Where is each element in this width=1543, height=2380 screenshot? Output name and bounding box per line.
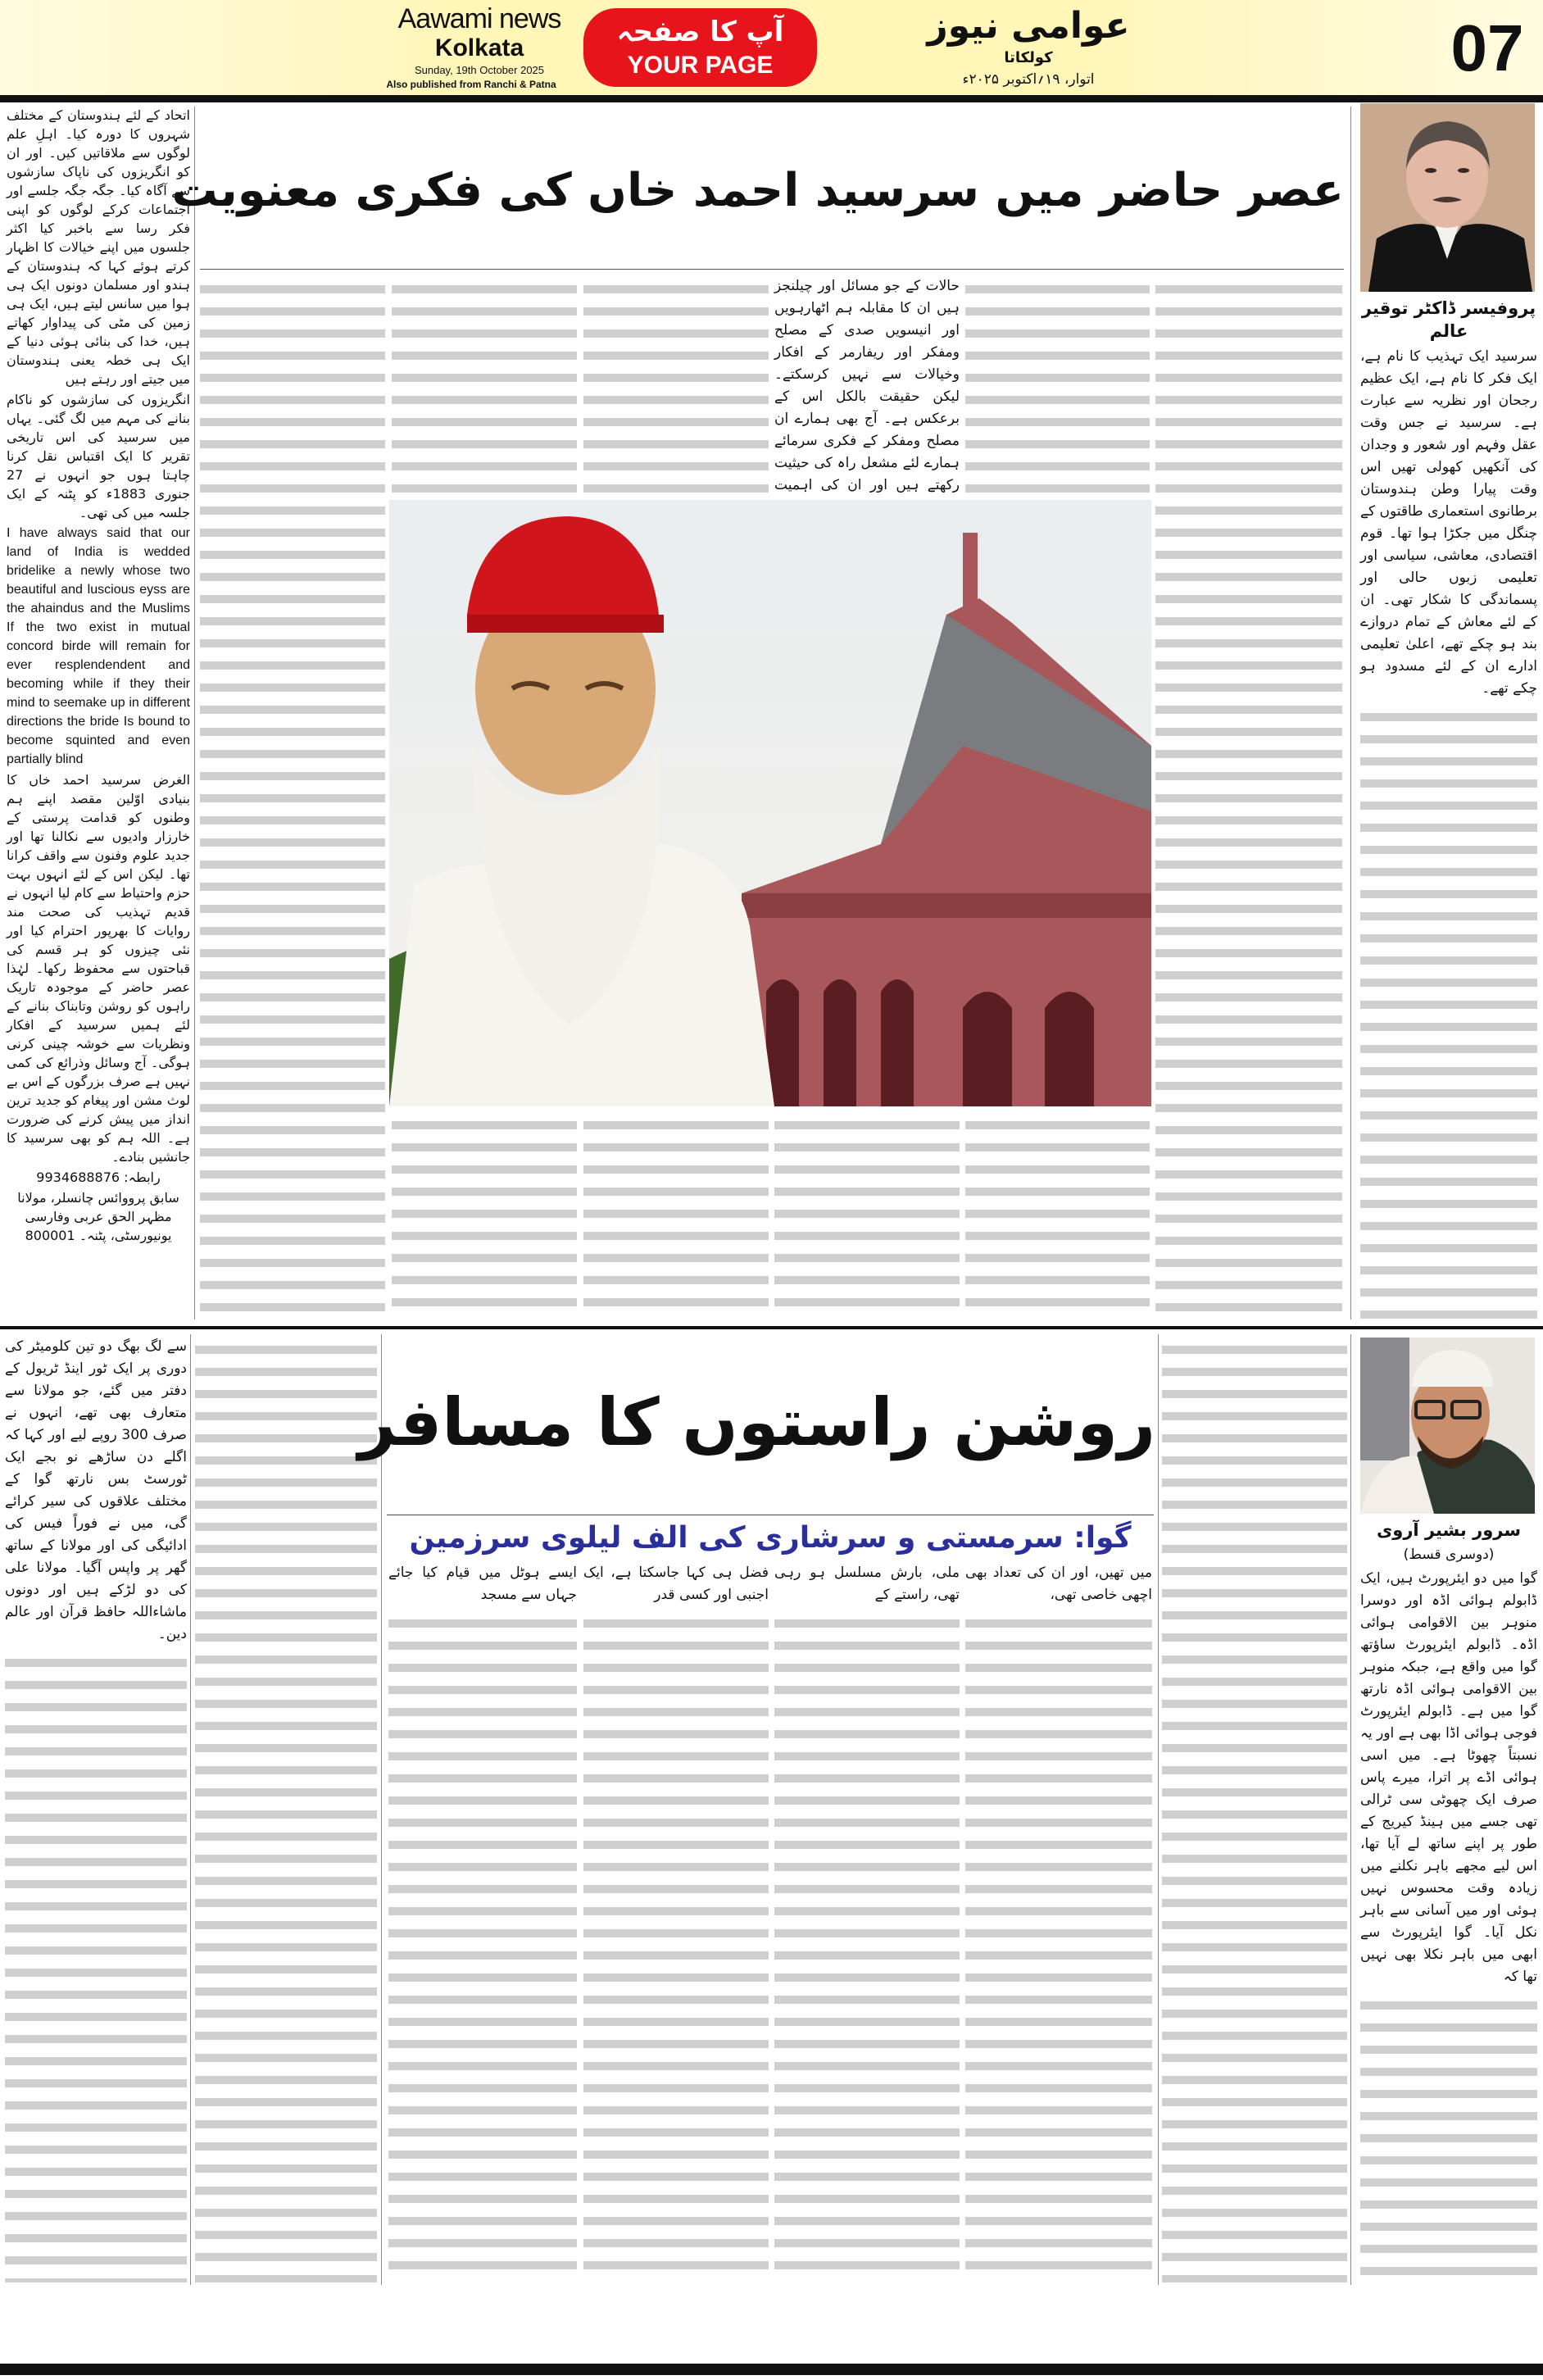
sir-syed-photo <box>389 500 1151 1106</box>
illegible-text <box>1155 279 1342 1319</box>
article1-right-side <box>1360 103 1537 1319</box>
article2-subheadline: گوا: سرمستی و سرشاری کی الف لیلوی سرزمین <box>409 1521 1132 1555</box>
illegible-text <box>965 279 1150 495</box>
article1-column <box>392 275 577 495</box>
illegible-text <box>965 1115 1150 1319</box>
article2-column <box>965 1562 1152 2283</box>
article1-author: پروفیسر ڈاکٹر توقیر عالم <box>1361 298 1536 341</box>
illegible-text <box>392 1115 577 1319</box>
installment-label: (دوسری قسط) <box>1403 1547 1495 1563</box>
article2-right-side <box>1360 1338 1537 2283</box>
masthead-rule <box>0 95 1543 102</box>
page-number: 07 <box>1450 11 1524 84</box>
article1-column <box>965 1111 1150 1319</box>
also-published: Also published from Ranchi & Patna <box>386 79 556 90</box>
column-divider <box>194 107 195 1319</box>
author2-portrait-image <box>1360 1338 1535 1514</box>
author-portrait-image <box>1360 103 1535 292</box>
article2-column <box>388 1562 577 2283</box>
article1-column <box>1155 275 1342 1319</box>
article1-column <box>200 275 385 1319</box>
illegible-text <box>195 1339 377 2282</box>
article2-tour-text: سے لگ بھگ دو تین کلومیٹر کی دوری پر ایک ٹور اینڈ ٹریول کے دفتر میں گئے، جو مولانا سے متعارف بھی تھے، انہوں نے صرف 300 روپے لیے اور کہا کہ اگلے دن ساڑھے نو بجے ایک ٹورسٹ بس نارتھ گوا کے مختلف علاقوں کی سیر کرائے گی، میں نے فوراً فیس کی ادائیگی کی اور مولانا کے ساتھ گھر پر واپس آگیا۔ مولانا علی کی دو لڑکے ہیں اور دونوں ماشاءاللہ حافظ قرآن اور عالم دین۔ <box>5 1338 187 1642</box>
illegible-text <box>392 279 577 495</box>
illegible-text <box>1360 706 1537 1319</box>
article1-left-column <box>7 106 190 1323</box>
illegible-text <box>388 1613 577 2283</box>
edition-date: Sunday, 19th October 2025 <box>414 64 545 76</box>
article1-challenges-text: حالات کے جو مسائل اور چیلنجز ہیں ان کا مقابلہ ہم اٹھارہویں اور انیسویں صدی کے مصلح ومفکر اور ریفارمر کے افکار وخیالات سے نہیں کرسکتے۔ لیکن حقیقت بالکل اس کے برعکس ہے۔ آج بھی ہمارے ان مصلح ومفکر کے فکری سرمائے ہمارے لئے مشعل راہ کی حیثیت رکھتے ہیں اور ان کی اہمیت <box>774 278 960 493</box>
english-quote: I have always said that our land of India is wedded bridelike a newly whose two beautiful and luscious eyss are the ahaindus and the Muslims If the two exist in mutual concord birde will remain for ever resplendendent and becoming while if they their mind to seemake up in different directions the bride Is bound to become squinted and even partially blind <box>7 526 190 766</box>
badge-english-label: YOUR PAGE <box>627 52 774 79</box>
article2-right-column <box>1360 1568 1537 2283</box>
headline-rule <box>200 269 1344 270</box>
contact-number: رابطہ: 9934688876 <box>36 1170 161 1185</box>
column-divider <box>1350 1334 1351 2285</box>
english-paper-name: Aawami news <box>397 3 561 34</box>
badge-urdu-label: آپ کا صفحہ <box>616 16 784 48</box>
illegible-text <box>200 279 385 1319</box>
author-photo <box>1360 1338 1535 1514</box>
article2-column-text: فضل ہی کہا جاسکتا ہے، ایک اجنبی اور کسی قدر <box>583 1565 769 1603</box>
article1-speech-text: انگریزوں کی سازشوں کو ناکام بنانے کی مہم میں لگ گئی۔ یہاں میں سرسید کی اس تاریخی تقریر کا ایک اقتباس نقل کرنا چاہتا ہوں جو انہوں نے 27 جنوری 1883ء کو پٹنہ کے ایک جلسہ میں کی تھی۔ <box>7 392 190 520</box>
urdu-edition-city: کولکاتا <box>1004 49 1053 66</box>
illegible-text <box>583 279 769 495</box>
author-designation: سابق پرووائس چانسلر، مولانا مظہر الحق عربی وفارسی یونیورسٹی، پٹنہ۔ 800001 <box>17 1190 179 1243</box>
column-divider <box>190 1334 191 2285</box>
article1-conclusion: الغرض سرسید احمد خاں کا بنیادی اوّلین مقصد اپنے ہم وطنوں کو قدامت پرستی کے خارزار وادیوں سے نکالنا تھا اور جدید علوم وفنون سے واقف کرانا تھا۔ لیکن اس کے لئے انہوں بہت حزم واحتیاط سے کام لیا انہوں نے قدیم تہذیب کی صحت مند روایات کا بھرپور احترام کیا اور نئی چیزوں کو ہر قسم کی قباحتوں سے محفوظ رکھا۔ لہٰذا عصر حاضر کے موجودہ تاریک راہوں کو روشن وتابناک بنانے کے لئے ہمیں سرسید کے افکار ونظریات سے خوشہ چینی کرنی ہوگی۔ آج وسائل وذرائع کی کمی نہیں ہے صرف بزرگوں کے اس بے لوث مشن اور پیغام کو جدید ترین انداز میں پیش کرنے کی ضرورت ہے۔ اللہ ہم کو بھی سرسید کا جانشیں بنادے۔ <box>7 772 190 1165</box>
illegible-text <box>5 1652 187 2282</box>
article2-intro: گوا میں دو ایئرپورٹ ہیں، ایک ڈابولم ہوائی اڈہ اور دوسرا منوہر بین الاقوامی ہوائی اڈہ۔ ڈابولم ایئرپورٹ ساؤتھ گوا میں واقع ہے، جبکہ منوہر بین الاقوامی ہوائی اڈہ نارتھ گوا میں ہے۔ ڈابولم ایئرپورٹ فوجی ہوائی اڈا بھی ہے اور یہ نسبتاً چھوٹا ہے۔ میں اسی ہوائی اڈے پر اترا، میرے پاس صرف ایک چھوٹی سی ٹرالی تھی جسے میں ہینڈ کیریج کے طور پر اپنے ساتھ لے آیا تھا، اس لیے مجھے باہر نکلنے میں زیادہ وقت محسوس نہیں ہوئی اور میں آسانی سے باہر نکل آیا۔ گوا ایئرپورٹ سے ابھی میں باہر نکلا بھی نہیں تھا کہ <box>1360 1570 1537 1985</box>
illegible-text <box>774 1613 960 2283</box>
urdu-edition-date: اتوار، ۱۹؍اکتوبر ۲۰۲۵ء <box>962 71 1095 88</box>
article2-column <box>774 1562 960 2283</box>
article2-column-text: ملی، بارش مسلسل ہو رہی تھی، راستے کے <box>774 1565 960 1603</box>
illegible-text <box>1162 1339 1347 2282</box>
illegible-text <box>965 1613 1152 2283</box>
article1-column <box>774 275 960 495</box>
article2-column <box>1162 1336 1347 2282</box>
section-divider <box>0 1326 1543 1329</box>
edition-city: Kolkata <box>434 34 524 61</box>
article1-column <box>965 275 1150 495</box>
column-divider <box>1158 1334 1159 2285</box>
illegible-text <box>583 1115 769 1319</box>
article2-column-text: ایسے ہوٹل میں قیام کیا جائے جہاں سے مسجد <box>388 1565 577 1603</box>
article1-unity-text: اتحاد کے لئے ہندوستان کے مختلف شہروں کا دورہ کیا۔ اہلِ علم لوگوں سے ملاقاتیں کیں۔ اور ان کو انگریزوں کی ناپاک سازشوں سے آگاہ کیا۔ جگہ جگہ جلسے اور اجتماعات کرکے لوگوں کو اپنی فکر رسا سے باخبر کیا اکثر جلسوں میں اپنے خیالات کا اظہار کرتے ہوئے کہا کہ ہندوستان کے ہندو اور مسلمان دونوں ایک ہی ہوا میں سانس لیتے ہیں، ایک ہی زمین کی مٹی کی پیداوار کھاتے ہیں، خدا کی بنائی ہوئی دنیا کے ایک ہی خطہ یعنی ہندوستان میں جیتے اور رہتے ہیں <box>7 107 190 387</box>
column-divider <box>1350 107 1351 1319</box>
article1-column <box>583 275 769 495</box>
article2-column <box>583 1562 769 2283</box>
author-photo <box>1360 103 1535 292</box>
illegible-text <box>583 1613 769 2283</box>
article1-column <box>774 1111 960 1319</box>
article1-column <box>392 1111 577 1319</box>
article1-column <box>583 1111 769 1319</box>
article2-left-column <box>5 1336 187 2282</box>
article2-headline: روشن راستوں کا مسافر <box>358 1384 1155 1460</box>
article2-column-text: میں تھیں، اور ان کی تعداد بھی اچھی خاصی تھی، <box>965 1565 1152 1603</box>
urdu-paper-name: عوامی نیوز <box>927 5 1130 47</box>
article1-right-column <box>1360 346 1537 1319</box>
your-page-badge <box>583 8 817 87</box>
article2-author: سرور بشیر آروی <box>1377 1520 1521 1540</box>
illegible-text <box>774 1115 960 1319</box>
article1-headline: عصر حاضر میں سرسید احمد خاں کی فکری معنویت <box>171 164 1344 217</box>
sir-syed-and-building-image <box>389 500 1151 1106</box>
footer-rule <box>0 2364 1543 2375</box>
article1-intro: سرسید ایک تہذیب کا نام ہے، ایک فکر کا نام ہے، ایک عظیم رجحان اور نظریہ سے عبارت ہے۔ سرسید نے جس وقت عقل وفہم اور شعور و وجدان کی آنکھیں کھولی تھیں اس وقت پیارا وطن ہندوستان برطانوی استعماری طاقتوں کے چنگل میں جکڑا ہوا تھا۔ قوم اقتصادی، معاشی، سیاسی اور تعلیمی زبوں حالی اور پسماندگی کا شکار تھی۔ ان کے لئے معاش کے تمام دروازے بند ہو چکے تھے، اعلیٰ تعلیمی ادارے ان کے لئے مسدود ہو چکے تھے۔ <box>1360 348 1537 697</box>
article2-column <box>195 1336 377 2282</box>
illegible-text <box>1360 1995 1537 2283</box>
